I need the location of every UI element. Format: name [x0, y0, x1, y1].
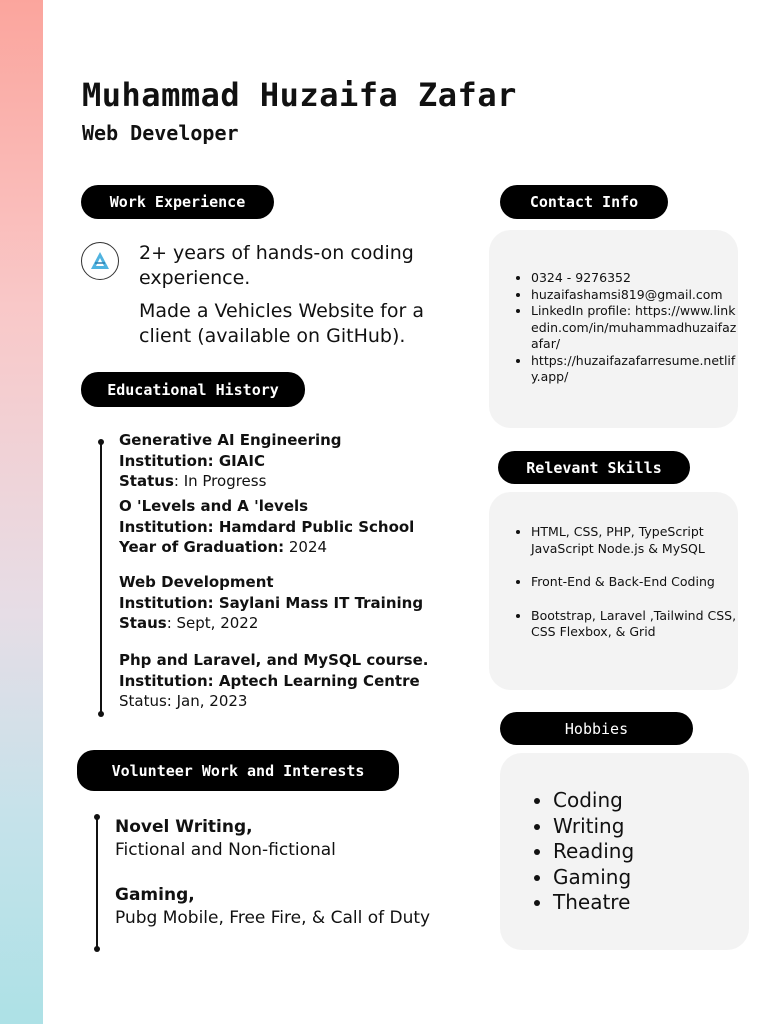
education-status-value: : Sept, 2022	[166, 614, 259, 632]
resume-name: Muhammad Huzaifa Zafar	[82, 76, 517, 114]
education-item	[119, 430, 342, 492]
education-course: Php and Laravel, and MySQL course.	[119, 651, 429, 669]
hobbies-card	[500, 753, 749, 950]
education-status-value: Status: Jan, 2023	[119, 692, 248, 710]
volunteer-item-desc: Pubg Mobile, Free Fire, & Call of Duty	[115, 908, 431, 928]
skill-item: • Front-End & Back-End Coding	[531, 574, 737, 591]
education-item	[119, 650, 428, 712]
decorative-gradient-bar	[0, 0, 43, 1024]
hobby-item: • Writing	[553, 814, 634, 840]
skill-item: • Bootstrap, Laravel ,Tailwind CSS, CSS Flexbox, & Grid	[531, 608, 737, 641]
education-item	[119, 496, 414, 558]
education-course: O 'Levels and A 'levels	[119, 497, 309, 515]
education-course: Web Development	[119, 573, 274, 591]
work-experience-line: 2+ years of hands-on coding experience.	[139, 242, 414, 289]
volunteer-item	[115, 816, 336, 862]
contact-card	[489, 230, 738, 428]
hobby-item: • Gaming	[553, 865, 634, 891]
volunteer-item-desc: Fictional and Non-fictional	[115, 840, 336, 860]
company-logo-icon	[81, 242, 119, 280]
volunteer-item-title: Gaming,	[115, 885, 195, 905]
skills-heading: Relevant Skills	[498, 451, 690, 484]
contact-website[interactable]: • https://huzaifazafarresume.netlify.app/	[531, 353, 737, 386]
education-institution: Institution: Aptech Learning Centre	[119, 671, 420, 690]
volunteer-heading: Volunteer Work and Interests	[77, 750, 399, 791]
hobbies-heading: Hobbies	[500, 712, 693, 745]
work-experience-line: Made a Vehicles Website for a client (available on GitHub).	[139, 300, 424, 347]
education-course: Generative AI Engineering	[119, 431, 342, 449]
education-status-value: 2024	[284, 538, 328, 556]
skill-item: • HTML, CSS, PHP, TypeScript JavaScript Node.js & MySQL	[531, 524, 737, 557]
education-timeline	[100, 442, 102, 714]
education-institution: Institution: GIAIC	[119, 451, 265, 470]
contact-heading: Contact Info	[500, 185, 668, 219]
resume-role: Web Developer	[82, 121, 239, 145]
education-institution: Institution: Saylani Mass IT Training	[119, 593, 424, 612]
education-institution: Institution: Hamdard Public School	[119, 517, 415, 536]
hobby-item: • Coding	[553, 788, 634, 814]
contact-phone[interactable]: • 0324 - 9276352	[531, 270, 737, 287]
hobby-item: • Theatre	[553, 890, 634, 916]
education-status-label: Status	[119, 472, 174, 490]
education-heading: Educational History	[81, 372, 305, 407]
education-status-value: : In Progress	[173, 472, 267, 490]
hobby-item: • Reading	[553, 839, 634, 865]
education-item	[119, 572, 423, 634]
volunteer-timeline	[96, 817, 98, 949]
volunteer-item	[115, 884, 430, 930]
education-status-label: Staus	[119, 614, 167, 632]
contact-linkedin[interactable]: • LinkedIn profile: https://www.linkedin.com/in/muhammadhuzaifazafar/	[531, 303, 737, 353]
contact-email[interactable]: • huzaifashamsi819@gmail.com	[531, 287, 737, 304]
skills-card	[489, 492, 738, 690]
work-experience-heading: Work Experience	[81, 185, 274, 219]
volunteer-item-title: Novel Writing,	[115, 817, 253, 837]
education-status-label: Year of Graduation:	[119, 538, 285, 556]
